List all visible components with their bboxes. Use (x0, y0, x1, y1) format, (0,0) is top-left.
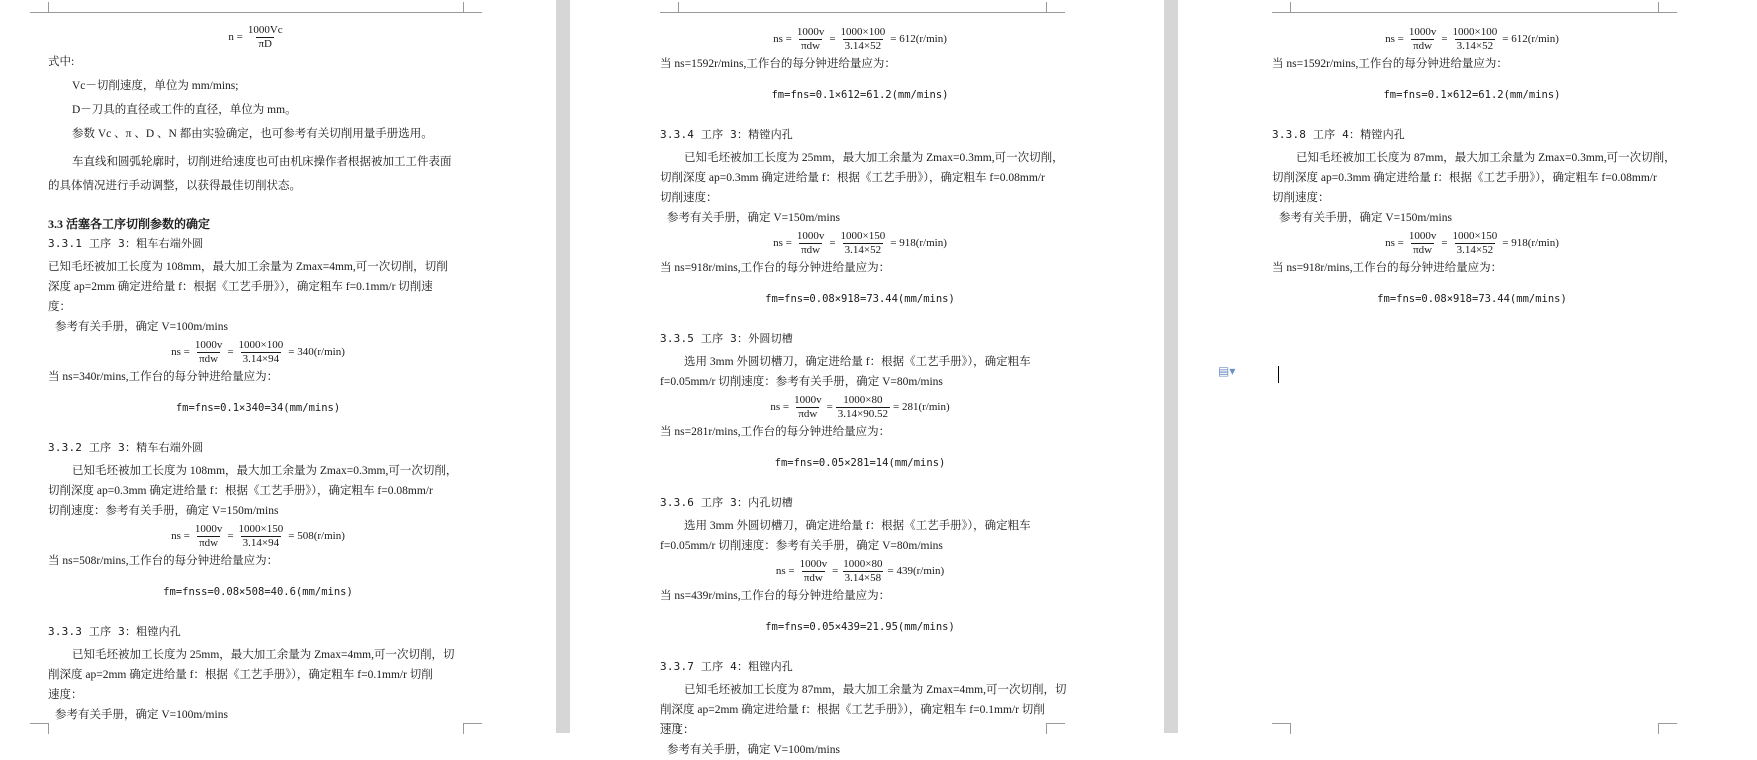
s334-line-5: 当 ns=918r/mins,工作台的每分钟进给量应为： (660, 262, 891, 274)
s332-equation: ns = $\frac{1000v}{\text{πdw}}$ = $\frac{1000\times 150}{3.14\times 94}$ = 508(r/min) (171, 522, 345, 549)
margin-corner (1658, 723, 1677, 734)
formula-den: πD (258, 37, 272, 50)
s334-line-3: 切削速度： (660, 192, 718, 204)
s336-feed-result: fm=fns=0.05×439=21.95(mm/mins) (765, 620, 955, 633)
margin-corner (463, 2, 482, 13)
s334-line-2: 切削深度 ap=0.3mm 确定进给量 f：根据《工艺手册》），确定粗车 f=0.08mm/r (660, 172, 1045, 184)
subsection-333: 3.3.3 工序 3：粗镗内孔 (48, 625, 181, 638)
s336-line-3: 当 ns=439r/mins,工作台的每分钟进给量应为： (660, 590, 891, 602)
margin-corner (1658, 2, 1677, 13)
s336-line-1: 选用 3mm 外圆切槽刀，确定进给量 f：根据《工艺手册》），确定粗车 (684, 520, 1031, 532)
subsection-338: 3.3.8 工序 4：精镗内孔 (1272, 128, 1405, 141)
clipboard-icon[interactable]: ▤▾ (1218, 364, 1236, 378)
s331-line-5: 当 ns=340r/mins,工作台的每分钟进给量应为： (48, 371, 279, 383)
s338-line-2: 切削深度 ap=0.3mm 确定进给量 f：根据《工艺手册》），确定粗车 f=0.08mm/r (1272, 172, 1657, 184)
s332-line-3: 切削速度：参考有关手册，确定 V=150m/mins (48, 505, 279, 517)
margin-corner (660, 2, 679, 13)
s332-feed-result: fm=fnss=0.08×508=40.6(mm/mins) (163, 585, 353, 598)
s335-equation: ns = $\frac{1000v}{\text{πdw}}$ = $\frac{1000\times 80}{3.14\times 90.52}$ = 281(r/min) (770, 393, 950, 420)
s337-line-3: 速度： (660, 724, 695, 736)
formula-num: 1000Vc (247, 23, 283, 36)
margin-corner (30, 723, 49, 734)
s333-line-4: 参考有关手册，确定 V=100m/mins (55, 709, 228, 721)
p3-top-feed: fm=fns=0.1×612=61.2(mm/mins) (1383, 88, 1561, 101)
s337-line-1: 已知毛坯被加工长度为 87mm，最大加工余量为 Zmax=4mm,可一次切削，切 (684, 684, 1067, 696)
subsection-335: 3.3.5 工序 3：外圆切槽 (660, 332, 793, 345)
s334-line-4: 参考有关手册，确定 V=150m/mins (667, 212, 840, 224)
s331-line-4: 参考有关手册，确定 V=100m/mins (55, 321, 228, 333)
s333-line-3: 速度： (48, 689, 83, 701)
s332-line-2: 切削深度 ap=0.3mm 确定进给量 f：根据《工艺手册》），确定粗车 f=0.08mm/r (48, 485, 433, 497)
s332-line-1: 已知毛坯被加工长度为 108mm，最大加工余量为 Zmax=0.3mm,可一次切削， (72, 465, 458, 477)
s338-line-1: 已知毛坯被加工长度为 87mm，最大加工余量为 Zmax=0.3mm,可一次切削， (1296, 152, 1676, 164)
s338-feed-result: fm=fns=0.08×918=73.44(mm/mins) (1377, 292, 1567, 305)
def-params: 参数 Vc 、π 、D 、N 都由实验确定，也可参考有关切削用量手册选用。 (72, 128, 433, 140)
text-cursor (1278, 366, 1279, 383)
margin-corner (30, 2, 49, 13)
s338-line-4: 参考有关手册，确定 V=150m/mins (1279, 212, 1452, 224)
s338-equation: ns = $\frac{1000v}{\text{πdw}}$ = $\frac{1000\times 150}{3.14\times 52}$ = 918(r/min) (1385, 229, 1559, 256)
formula-lhs: n (228, 31, 234, 43)
section-title: 3.3 活塞各工序切削参数的确定 (48, 217, 211, 231)
s331-line-2: 深度 ap=2mm 确定进给量 f：根据《工艺手册》），确定粗车 f=0.1mm/r 切削速 (48, 281, 433, 293)
s335-line-3: 当 ns=281r/mins,工作台的每分钟进给量应为： (660, 426, 891, 438)
def-vc: Vc－切削速度，单位为 mm/mins; (72, 80, 239, 92)
s334-equation: ns = $\frac{1000v}{\text{πdw}}$ = $\frac{1000\times 150}{3.14\times 52}$ = 918(r/min) (773, 229, 947, 256)
margin-line (48, 12, 463, 13)
document-page-2 (570, 0, 1164, 756)
s333-line-1: 已知毛坯被加工长度为 25mm，最大加工余量为 Zmax=4mm,可一次切削，切 (72, 649, 455, 661)
subsection-331: 3.3.1 工序 3：粗车右端外圆 (48, 237, 204, 250)
s331-line-1: 已知毛坯被加工长度为 108mm，最大加工余量为 Zmax=4mm,可一次切削，切削 (48, 261, 448, 273)
s332-line-4: 当 ns=508r/mins,工作台的每分钟进给量应为： (48, 555, 279, 567)
s331-line-3: 度： (48, 301, 71, 313)
page-2-body[interactable] (660, 24, 1067, 760)
s337-line-4: 参考有关手册，确定 V=100m/mins (667, 744, 840, 756)
s334-feed-result: fm=fns=0.08×918=73.44(mm/mins) (765, 292, 955, 305)
s331-feed-result: fm=fns=0.1×340=34(mm/mins) (175, 401, 341, 414)
s335-line-1: 选用 3mm 外圆切槽刀，确定进给量 f：根据《工艺手册》），确定粗车 (684, 356, 1031, 368)
p2-top-feed: fm=fns=0.1×612=61.2(mm/mins) (771, 88, 949, 101)
margin-corner (1272, 723, 1291, 734)
s331-equation: ns = $\frac{1000v}{\text{πdw}}$ = $\frac{1000\times 100}{3.14\times 94}$ = 340(r/min) (171, 338, 345, 365)
margin-corner (1046, 2, 1065, 13)
subsection-334: 3.3.4 工序 3：精镗内孔 (660, 128, 793, 141)
para-feed-a: 车直线和圆弧轮廓时，切削进给速度也可由机床操作者根据被加工工件表面 (72, 156, 452, 168)
s335-line-2: f=0.05mm/r 切削速度：参考有关手册，确定 V=80m/mins (660, 376, 943, 388)
s338-line-3: 切削速度： (1272, 192, 1330, 204)
page-gap-2 (1164, 0, 1178, 733)
subsection-332: 3.3.2 工序 3：精车右端外圆 (48, 441, 204, 454)
formula-n: n = $\frac{1000Vc}{\pi D}$ (228, 23, 283, 50)
s334-line-1: 已知毛坯被加工长度为 25mm，最大加工余量为 Zmax=0.3mm,可一次切削， (684, 152, 1064, 164)
page-3-body[interactable] (1272, 24, 1676, 319)
s337-line-2: 削深度 ap=2mm 确定进给量 f：根据《工艺手册》），确定粗车 f=0.1mm/r 切削 (660, 704, 1045, 716)
page-gap-1 (556, 0, 570, 733)
subsection-337: 3.3.7 工序 4：粗镗内孔 (660, 660, 793, 673)
s333-line-2: 削深度 ap=2mm 确定进给量 f：根据《工艺手册》），确定粗车 f=0.1mm/r 切削 (48, 669, 433, 681)
p2-top-equation: ns = $\frac{1000v}{\text{πdw}}$ = $\frac{1000\times 100}{3.14\times 52}$ = 612(r/min) (773, 25, 947, 52)
document-page-1 (0, 0, 556, 733)
para-where: 式中: (48, 56, 75, 68)
s336-equation: ns = $\frac{1000v}{\text{πdw}}$ = $\frac{1000\times 80}{3.14\times 58}$ = 439(r/min) (775, 557, 945, 584)
s335-feed-result: fm=fns=0.05×281=14(mm/mins) (774, 456, 946, 469)
p3-top-equation: ns = $\frac{1000v}{\text{πdw}}$ = $\frac{1000\times 100}{3.14\times 52}$ = 612(r/min) (1385, 25, 1559, 52)
subsection-336: 3.3.6 工序 3：内孔切槽 (660, 496, 793, 509)
margin-line (1290, 12, 1658, 13)
def-d: D－刀具的直径或工件的直径，单位为 mm。 (72, 104, 297, 116)
margin-line (678, 12, 1046, 13)
p3-top-line: 当 ns=1592r/mins,工作台的每分钟进给量应为： (1272, 58, 1508, 70)
p2-top-line: 当 ns=1592r/mins,工作台的每分钟进给量应为： (660, 58, 896, 70)
para-feed-b: 的具体情况进行手动调整，以获得最佳切削状态。 (48, 180, 301, 192)
margin-corner (1272, 2, 1291, 13)
page-1-body[interactable] (48, 22, 468, 725)
s338-line-5: 当 ns=918r/mins,工作台的每分钟进给量应为： (1272, 262, 1503, 274)
document-page-3 (1178, 0, 1757, 733)
s336-line-2: f=0.05mm/r 切削速度：参考有关手册，确定 V=80m/mins (660, 540, 943, 552)
